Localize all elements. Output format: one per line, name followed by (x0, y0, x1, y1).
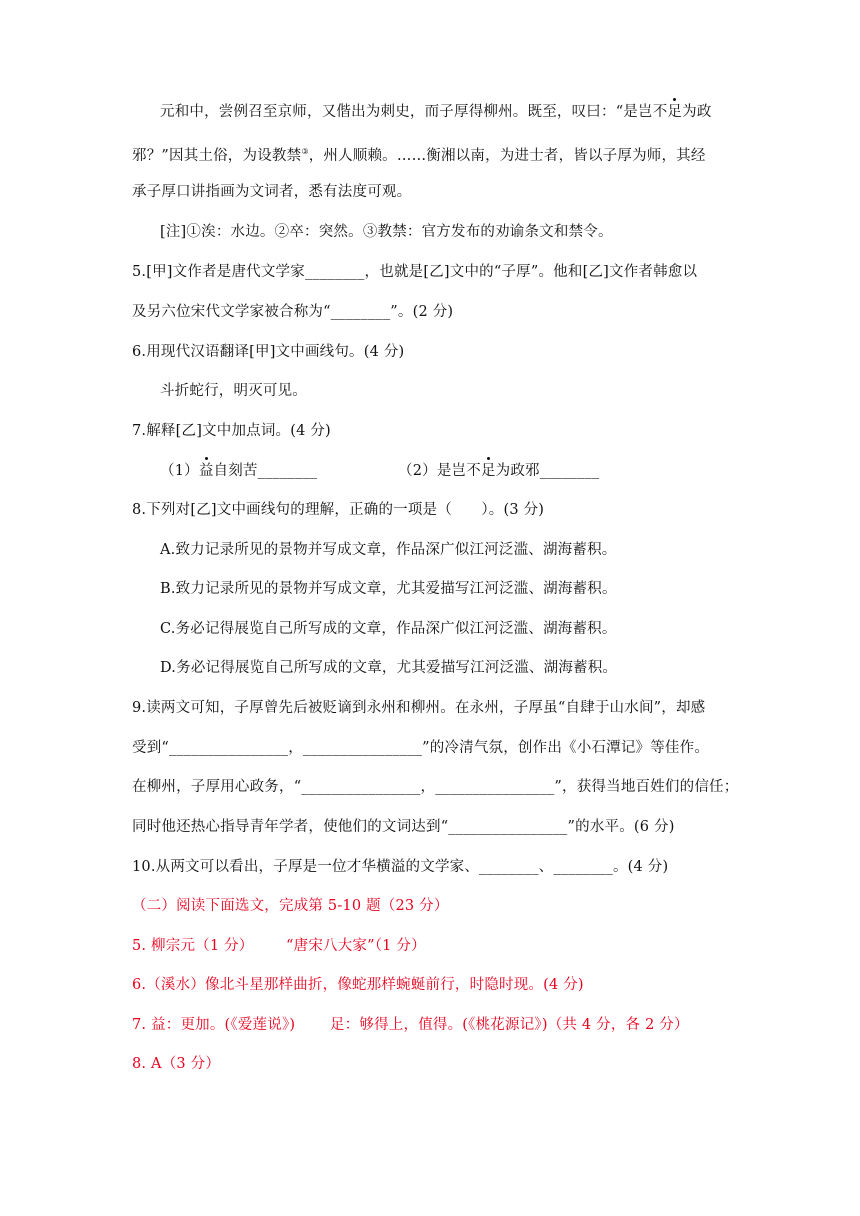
answer-6: 6.（溪水）像北斗星那样曲折，像蛇那样蜿蜒前行，时隐时现。(4 分) (132, 977, 584, 993)
question-6: 6.用现代汉语翻译[甲]文中画线句。(4 分) (132, 344, 405, 360)
question-8-option-a: A.致力记录所见的景物并写成文章，作品深广似江河泛滥、湖海蓄积。 (160, 542, 617, 558)
question-9-line-2: 受到“________________，________________”的冷清气氛，创作出《小石潭记》等佳作。 (132, 740, 710, 756)
answer-7-a: 7. 益：更加。(《爱莲说》) (132, 1017, 296, 1033)
answer-5-b: “唐宋八大家”（1 分） (286, 938, 426, 954)
question-9-line-1: 9.读两文可知，子厚曾先后被贬谪到永州和柳州。在永州，子厚虽“自肆于山水间”，却感 (132, 700, 706, 716)
question-7: 7.解释[乙]文中加点词。(4 分) (132, 423, 331, 439)
question-9-line-4: 同时他还热心指导青年学者，使他们的文词达到“________________”的水平。(6 分) (132, 819, 675, 835)
answer-8: 8. A（3 分） (132, 1056, 221, 1072)
dotted-char: 益 (198, 463, 214, 479)
question-5-line-2: 及另六位宋代文学家被合称为“________”。(2 分) (132, 304, 454, 320)
question-10: 10.从两文可以看出，子厚是一位才华横溢的文学家、________、________。(4 分) (132, 859, 669, 875)
question-8-option-c: C.务必记得展览自己所写成的文章，作品深广似江河泛滥、湖海蓄积。 (160, 621, 617, 637)
dotted-char: 足 (667, 104, 683, 120)
passage-line-3: 承子厚口讲指画为文词者，悉有法度可观。 (132, 184, 412, 200)
question-5-line-1: 5.[甲]文作者是唐代文学家________，也就是[乙]文中的“子厚”。他和[乙]文作者韩愈以 (132, 264, 698, 280)
question-8-option-b: B.致力记录所见的景物并写成文章，尤其爱描写江河泛滥、湖海蓄积。 (160, 581, 617, 597)
question-6-sentence: 斗折蛇行，明灭可见。 (160, 383, 307, 399)
annotation-note: [注]①涘：水边。②卒：突然。③教禁：官方发布的劝谕条文和禁令。 (160, 224, 613, 240)
footnote-mark: ③ (301, 147, 309, 156)
question-8-option-d: D.务必记得展览自己所写成的文章，尤其爱描写江河泛滥、湖海蓄积。 (160, 660, 618, 676)
question-7-item-1: （1）益自刻苦________ (160, 463, 318, 479)
answers-header: （二）阅读下面选文，完成第 5-10 题（23 分） (132, 898, 449, 914)
question-7-item-2: （2）是岂不足为政邪________ (398, 463, 600, 479)
dotted-char: 足 (480, 463, 496, 479)
answer-5-a: 5. 柳宗元（1 分） (132, 938, 254, 954)
answer-7-b: 足：够得上，值得。(《桃花源记》)（共 4 分，各 2 分） (330, 1017, 689, 1033)
passage-line-2: 邪？”因其土俗，为设教禁③，州人顺赖。……衡湘以南，为进士者，皆以子厚为师，其经 (132, 147, 706, 164)
passage-line-1: 元和中，尝例召至京师，又偕出为刺史，而子厚得柳州。既至，叹曰：“是岂不足为政 (160, 104, 712, 120)
question-8: 8.下列对[乙]文中画线句的理解，正确的一项是（ ）。(3 分) (132, 502, 545, 518)
question-9-line-3: 在柳州，子厚用心政务，“________________，________________”，获得当地百姓们的信任； (132, 779, 739, 795)
